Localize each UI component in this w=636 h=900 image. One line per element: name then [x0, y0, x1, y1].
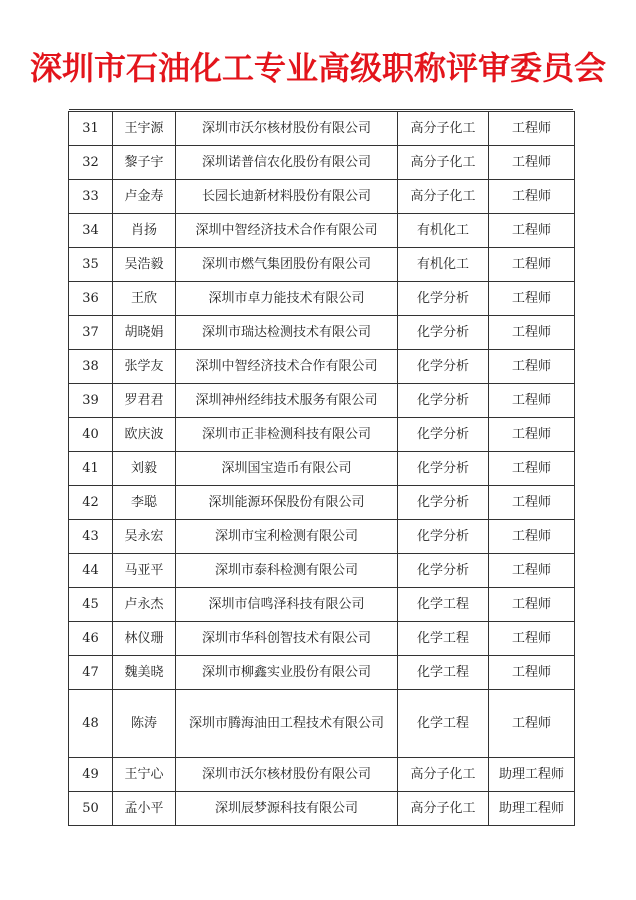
company-name: 深圳市柳鑫实业股份有限公司 — [176, 656, 398, 690]
table-row — [69, 758, 575, 792]
company-name: 深圳诺普信农化股份有限公司 — [176, 146, 398, 180]
person-name: 黎子宇 — [113, 146, 176, 180]
professional-title: 工程师 — [489, 350, 575, 384]
row-number: 31 — [69, 112, 113, 146]
company-name: 长园长迪新材料股份有限公司 — [176, 180, 398, 214]
professional-title: 工程师 — [489, 520, 575, 554]
person-name: 王欣 — [113, 282, 176, 316]
person-name: 肖扬 — [113, 214, 176, 248]
professional-title: 工程师 — [489, 248, 575, 282]
person-name: 吴永宏 — [113, 520, 176, 554]
professional-title: 工程师 — [489, 316, 575, 350]
major: 化学分析 — [398, 350, 489, 384]
major: 化学分析 — [398, 418, 489, 452]
professional-title: 助理工程师 — [489, 792, 575, 826]
professional-title: 工程师 — [489, 384, 575, 418]
major: 化学分析 — [398, 316, 489, 350]
company-name: 深圳辰梦源科技有限公司 — [176, 792, 398, 826]
company-name: 深圳神州经纬技术服务有限公司 — [176, 384, 398, 418]
professional-title: 工程师 — [489, 486, 575, 520]
company-name: 深圳市卓力能技术有限公司 — [176, 282, 398, 316]
major: 化学工程 — [398, 690, 489, 758]
row-number: 33 — [69, 180, 113, 214]
professional-title: 工程师 — [489, 418, 575, 452]
person-name: 王宁心 — [113, 758, 176, 792]
company-name: 深圳中智经济技术合作有限公司 — [176, 214, 398, 248]
row-number: 39 — [69, 384, 113, 418]
professional-title: 工程师 — [489, 588, 575, 622]
row-number: 40 — [69, 418, 113, 452]
row-number: 32 — [69, 146, 113, 180]
professional-title: 工程师 — [489, 622, 575, 656]
page-title: 深圳市石油化工专业高级职称评审委员会 — [29, 49, 606, 87]
row-number: 35 — [69, 248, 113, 282]
major: 高分子化工 — [398, 112, 489, 146]
table-row — [69, 656, 575, 690]
table-row — [69, 554, 575, 588]
major: 高分子化工 — [398, 758, 489, 792]
company-name: 深圳市宝利检测有限公司 — [176, 520, 398, 554]
major: 化学分析 — [398, 452, 489, 486]
company-name: 深圳中智经济技术合作有限公司 — [176, 350, 398, 384]
professional-title: 工程师 — [489, 656, 575, 690]
row-number: 49 — [69, 758, 113, 792]
table-row — [69, 486, 575, 520]
major: 化学分析 — [398, 384, 489, 418]
table-row — [69, 588, 575, 622]
person-name: 胡晓娟 — [113, 316, 176, 350]
person-name: 欧庆波 — [113, 418, 176, 452]
company-name: 深圳市泰科检测有限公司 — [176, 554, 398, 588]
row-number: 45 — [69, 588, 113, 622]
table-row — [69, 316, 575, 350]
row-number: 37 — [69, 316, 113, 350]
row-number: 46 — [69, 622, 113, 656]
major: 高分子化工 — [398, 146, 489, 180]
professional-title: 工程师 — [489, 452, 575, 486]
row-number: 38 — [69, 350, 113, 384]
major: 化学工程 — [398, 622, 489, 656]
company-name: 深圳市沃尔核材股份有限公司 — [176, 758, 398, 792]
table-row — [69, 622, 575, 656]
person-name: 卢永杰 — [113, 588, 176, 622]
professional-title: 工程师 — [489, 146, 575, 180]
company-name: 深圳市腾海油田工程技术有限公司 — [176, 690, 398, 758]
company-name: 深圳市沃尔核材股份有限公司 — [176, 112, 398, 146]
major: 化学分析 — [398, 486, 489, 520]
professional-title: 工程师 — [489, 690, 575, 758]
person-name: 李聪 — [113, 486, 176, 520]
company-name: 深圳市正非检测科技有限公司 — [176, 418, 398, 452]
company-name: 深圳市华科创智技术有限公司 — [176, 622, 398, 656]
row-number: 47 — [69, 656, 113, 690]
table-row — [69, 112, 575, 146]
row-number: 36 — [69, 282, 113, 316]
table-row — [69, 146, 575, 180]
major: 有机化工 — [398, 214, 489, 248]
company-name: 深圳市信鸣泽科技有限公司 — [176, 588, 398, 622]
person-name: 罗君君 — [113, 384, 176, 418]
table-row — [69, 690, 575, 758]
major: 化学分析 — [398, 520, 489, 554]
person-name: 马亚平 — [113, 554, 176, 588]
person-name: 吴浩毅 — [113, 248, 176, 282]
person-name: 刘毅 — [113, 452, 176, 486]
person-name: 王宇源 — [113, 112, 176, 146]
row-number: 43 — [69, 520, 113, 554]
major: 化学分析 — [398, 282, 489, 316]
roster-table — [68, 111, 575, 826]
major: 高分子化工 — [398, 792, 489, 826]
row-number: 50 — [69, 792, 113, 826]
major: 高分子化工 — [398, 180, 489, 214]
table-row — [69, 418, 575, 452]
major: 有机化工 — [398, 248, 489, 282]
person-name: 卢金寿 — [113, 180, 176, 214]
professional-title: 工程师 — [489, 180, 575, 214]
professional-title: 工程师 — [489, 112, 575, 146]
table-row — [69, 350, 575, 384]
person-name: 林仪珊 — [113, 622, 176, 656]
person-name: 魏美晓 — [113, 656, 176, 690]
table-row — [69, 180, 575, 214]
row-number: 42 — [69, 486, 113, 520]
table-row — [69, 248, 575, 282]
row-number: 34 — [69, 214, 113, 248]
table-row — [69, 384, 575, 418]
table-row — [69, 282, 575, 316]
person-name: 张学友 — [113, 350, 176, 384]
person-name: 孟小平 — [113, 792, 176, 826]
professional-title: 工程师 — [489, 554, 575, 588]
company-name: 深圳能源环保股份有限公司 — [176, 486, 398, 520]
title-divider — [69, 109, 573, 110]
company-name: 深圳市瑞达检测技术有限公司 — [176, 316, 398, 350]
professional-title: 工程师 — [489, 214, 575, 248]
professional-title: 工程师 — [489, 282, 575, 316]
table-row — [69, 520, 575, 554]
table-row — [69, 452, 575, 486]
company-name: 深圳市燃气集团股份有限公司 — [176, 248, 398, 282]
person-name: 陈涛 — [113, 690, 176, 758]
row-number: 44 — [69, 554, 113, 588]
row-number: 41 — [69, 452, 113, 486]
table-row — [69, 792, 575, 826]
major: 化学工程 — [398, 588, 489, 622]
major: 化学工程 — [398, 656, 489, 690]
company-name: 深圳国宝造币有限公司 — [176, 452, 398, 486]
table-row — [69, 214, 575, 248]
major: 化学分析 — [398, 554, 489, 588]
row-number: 48 — [69, 690, 113, 758]
professional-title: 助理工程师 — [489, 758, 575, 792]
